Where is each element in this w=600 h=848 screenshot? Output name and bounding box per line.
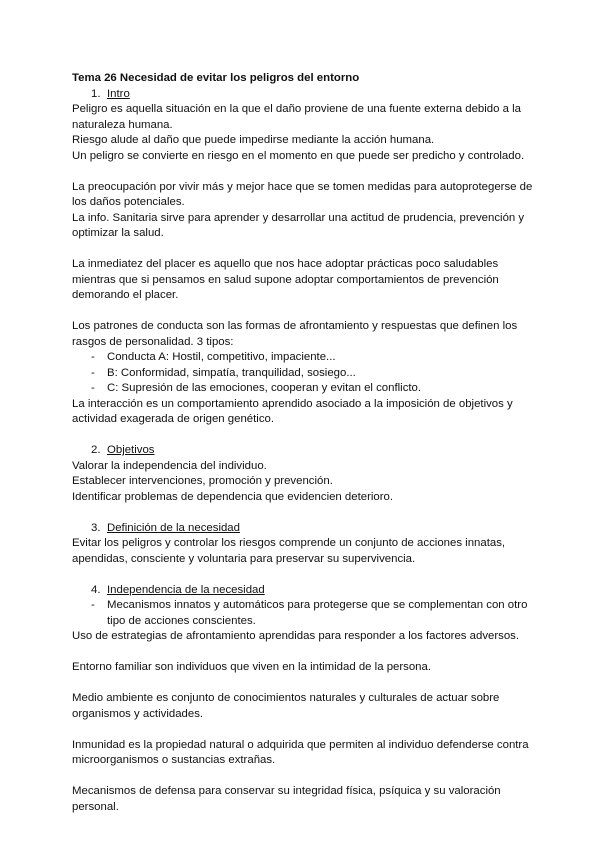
section-heading-independencia [72,583,540,599]
paragraph: Entorno familiar son individuos que viven en la intimidad de la persona. [72,661,432,673]
section-heading-intro [72,87,540,103]
paragraph: Inmunidad es la propiedad natural o adquirida que permiten al individuo defenderse contra microorganismos o sustancias extrañas. [72,738,529,766]
dash-bullet: - [91,382,95,394]
paragraph: Evitar los peligros y controlar los riesgos comprende un conjunto de acciones innatas, apendidas, consciente y voluntaria para preservar su supervivencia. [72,537,506,565]
list-item-text: C: Supresión de las emociones, cooperan y evitan el conflicto. [107,382,422,394]
section-title: Definición de la necesidad [107,521,240,534]
paragraph: La inmediatez del placer es aquello que nos hace adoptar prácticas poco saludables mientras que si pensamos en salud supone adoptar comportamientos de prevención demorando el placer. [72,258,499,301]
spacer [72,304,540,320]
paragraph: Establecer intervenciones, promoción y prevención. [72,475,333,487]
list-item [72,381,540,397]
paragraph: Riesgo alude al daño que puede impedirse mediante la acción humana. [72,134,435,146]
list-item [72,598,540,629]
spacer [72,769,540,785]
section-title: Independencia de la necesidad [107,583,265,596]
spacer [72,164,540,180]
section-number: 2. [91,444,101,456]
paragraph: Uso de estrategias de afrontamiento aprendidas para responder a los factores adversos. [72,630,520,642]
paragraph: Los patrones de conducta son las formas de afrontamiento y respuestas que definen los rasgos de personalidad. 3 tipos: [72,320,518,348]
section-title: Intro [107,87,130,100]
paragraph: La preocupación por vivir más y mejor hace que se tomen medidas para autoprotegerse de los daños potenciales. [72,180,533,208]
spacer [72,428,540,444]
paragraph: Peligro es aquella situación en la que el daño proviene de una fuente externa debido a la naturaleza humana. [72,103,521,131]
section-number: 1. [91,87,101,100]
dash-bullet: - [91,366,95,379]
paragraph: Un peligro se convierte en riesgo en el momento en que puede ser predicho y controlado. [72,149,525,162]
dash-bullet: - [91,599,95,611]
section-heading-objetivos [72,443,540,459]
spacer [72,567,540,583]
spacer [72,242,540,258]
dash-bullet: - [91,351,95,363]
paragraph: Identificar problemas de dependencia que evidencien deterioro. [72,490,394,503]
document-title: Tema 26 Necesidad de evitar los peligros del entorno [72,72,360,84]
section-heading-definicion [72,521,540,537]
list-item [72,366,540,382]
paragraph: La info. Sanitaria sirve para aprender y desarrollar una actitud de prudencia, prevención y optimizar la salud. [72,211,525,239]
paragraph: Medio ambiente es conjunto de conocimientos naturales y culturales de actuar sobre organismos y actividades. [72,692,500,720]
list-item [72,350,540,366]
section-number: 4. [91,583,101,596]
paragraph: La interacción es un comportamiento aprendido asociado a la imposición de objetivos y actividad exagerada de origen genético. [72,397,513,425]
spacer [72,505,540,521]
list-item-text: B: Conformidad, simpatía, tranquilidad, sosiego... [107,366,356,379]
section-title: Objetivos [107,444,155,456]
list-item-text: Conducta A: Hostil, competitivo, impaciente... [107,351,336,363]
spacer [72,645,540,661]
list-item-text: Mecanismos innatos y automáticos para protegerse que se complementan con otro tipo de acciones conscientes. [107,599,528,627]
paragraph: Mecanismos de defensa para conservar su integridad física, psíquica y su valoración personal. [72,785,501,813]
spacer [72,676,540,692]
section-number: 3. [91,521,101,534]
paragraph: Valorar la independencia del individuo. [72,459,267,472]
spacer [72,722,540,738]
